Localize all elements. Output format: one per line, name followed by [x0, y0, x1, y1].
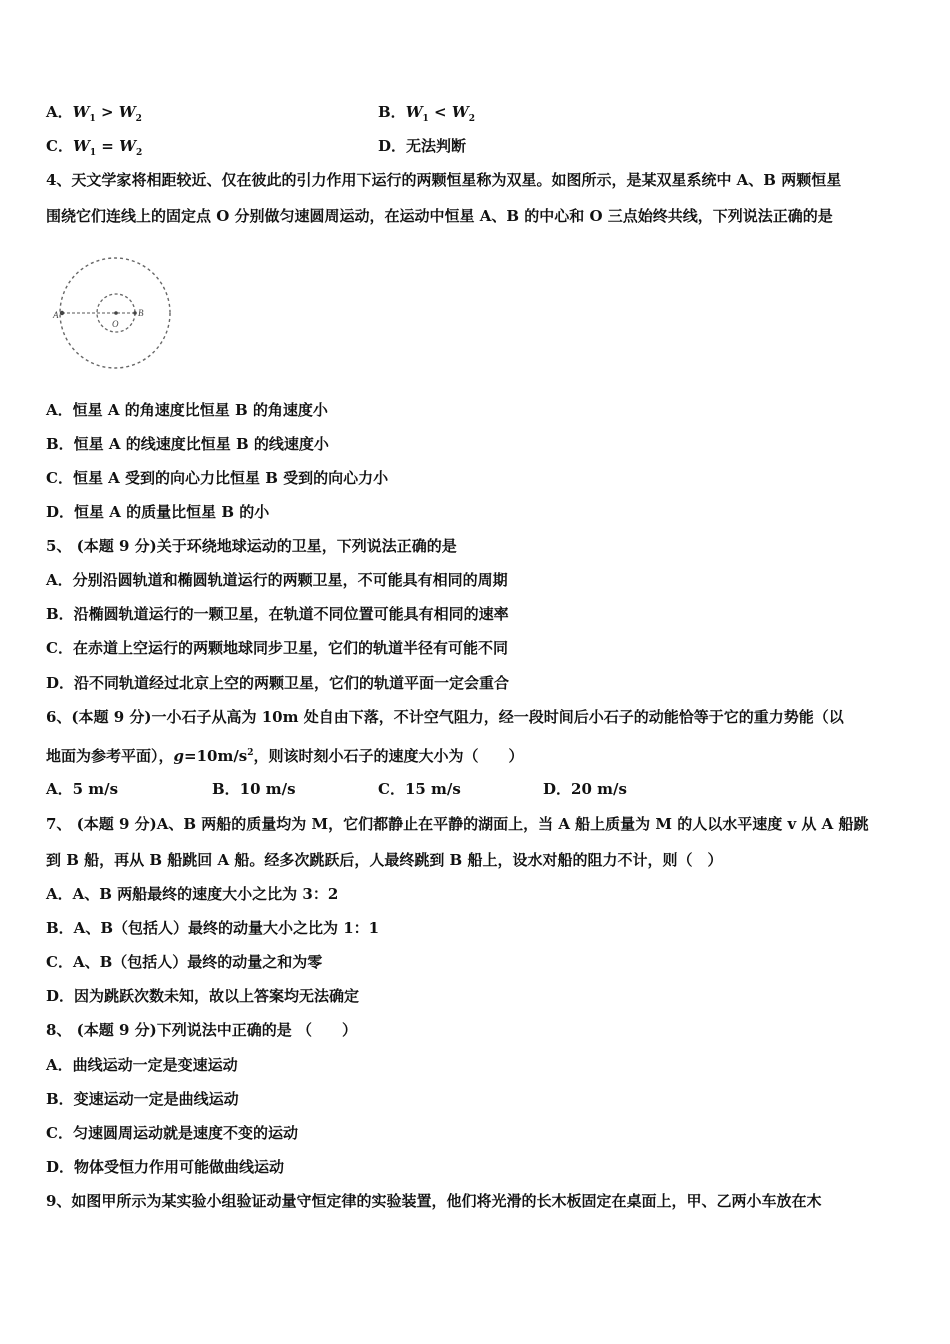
q6-option-d: D．20 m/s: [543, 780, 627, 798]
q6-stem-line1: 6、(本题 9 分)一小石子从高为 10m 处自由下落，不计空气阻力，经一段时间后小石子的动能恰等于它的重力势能（以: [46, 708, 844, 726]
option-text: 无法判断: [406, 137, 467, 155]
label-b: B: [138, 308, 144, 318]
q7-option-d: D．因为跳跃次数未知，故以上答案均无法确定: [46, 987, 360, 1005]
q6-option-a: A．5 m/s: [46, 780, 119, 798]
q6-option-b: B．10 m/s: [212, 780, 296, 798]
label-o: O: [112, 319, 119, 329]
center-o-dot: [114, 311, 118, 315]
value: =10m/s: [184, 747, 248, 765]
q4-option-c: C．恒星 A 受到的向心力比恒星 B 受到的向心力小: [46, 469, 389, 487]
option-label: B．: [378, 103, 406, 121]
q7-stem-line1: 7、 (本题 9 分)A、B 两船的质量均为 M，它们都静止在平静的湖面上，当 A 船上质量为 M 的人以水平速度 v 从 A 船跳: [46, 815, 869, 833]
superscript: 2: [247, 748, 254, 758]
text: 地面为参考平面），: [46, 747, 174, 765]
q8-option-c: C．匀速圆周运动就是速度不变的运动: [46, 1124, 298, 1142]
q3-option-c: [46, 136, 142, 163]
q7-option-b: B．A、B（包括人）最终的动量大小之比为 1：1: [46, 919, 380, 937]
binary-star-orbit-figure: [52, 250, 177, 375]
operator: =: [96, 137, 120, 155]
q5-option-c: C．在赤道上空运行的两颗地球同步卫星，它们的轨道半径有可能不同: [46, 639, 508, 657]
option-label: D．: [378, 137, 407, 155]
q5-option-d: D．沿不同轨道经过北京上空的两颗卫星，它们的轨道平面一定会重合: [46, 674, 510, 692]
q7-option-c: C．A、B（包括人）最终的动量之和为零: [46, 953, 323, 971]
subscript: 2: [135, 148, 143, 158]
subscript: 2: [135, 114, 142, 124]
symbol: W: [72, 137, 90, 155]
symbol: W: [119, 137, 136, 155]
q8-option-b: B．变速运动一定是曲线运动: [46, 1090, 239, 1108]
label-a: A: [53, 310, 59, 320]
q4-stem-line1: 4、天文学家将相距较近、仅在彼此的引力作用下运行的两颗恒星称为双星。如图所示，是某双星系统中 A、B 两颗恒星: [46, 171, 842, 189]
q4-option-b: B．恒星 A 的线速度比恒星 B 的线速度小: [46, 435, 329, 453]
star-a-dot: [60, 311, 64, 315]
q8-stem: 8、 (本题 9 分)下列说法中正确的是 （ ）: [46, 1021, 357, 1039]
symbol-g: g: [173, 747, 185, 765]
q5-option-a: A．分别沿圆轨道和椭圆轨道运行的两颗卫星，不可能具有相同的周期: [46, 571, 508, 589]
option-label: A．: [46, 103, 73, 121]
q5-option-b: B．沿椭圆轨道运行的一颗卫星，在轨道不同位置可能具有相同的速率: [46, 605, 509, 623]
subscript: 1: [89, 148, 97, 158]
q4-option-a: A．恒星 A 的角速度比恒星 B 的角速度小: [46, 401, 328, 419]
q4-option-d: D．恒星 A 的质量比恒星 B 的小: [46, 503, 270, 521]
q3-option-d: [378, 136, 466, 156]
symbol: W: [405, 103, 423, 121]
symbol: W: [451, 103, 469, 121]
operator: >: [95, 103, 119, 121]
q4-stem-line2: 围绕它们连线上的固定点 O 分别做匀速圆周运动，在运动中恒星 A、B 的中心和 O 三点始终共线，下列说法正确的是: [46, 207, 833, 225]
q6-stem-line2: [46, 743, 524, 766]
q9-stem-line1: 9、如图甲所示为某实验小组验证动量守恒定律的实验装置，他们将光滑的长木板固定在桌面上，甲、乙两小车放在木: [46, 1192, 822, 1210]
operator: <: [428, 103, 452, 121]
q7-option-a: A．A、B 两船最终的速度大小之比为 3：2: [46, 885, 339, 903]
q8-option-d: D．物体受恒力作用可能做曲线运动: [46, 1158, 285, 1176]
symbol: W: [118, 103, 136, 121]
q3-option-a: [46, 102, 142, 129]
q8-option-a: A．曲线运动一定是变速运动: [46, 1056, 238, 1074]
symbol: W: [72, 103, 90, 121]
subscript: 2: [468, 114, 475, 124]
subscript: 1: [422, 114, 429, 124]
star-b-dot: [133, 311, 137, 315]
q6-option-c: C．15 m/s: [378, 780, 461, 798]
q5-stem: 5、 (本题 9 分)关于环绕地球运动的卫星，下列说法正确的是: [46, 537, 457, 555]
q3-option-b: [378, 102, 475, 129]
q7-stem-line2: 到 B 船，再从 B 船跳回 A 船。经多次跳跃后，人最终跳到 B 船上，设水对船的阻力不计，则（ ）: [46, 851, 723, 869]
subscript: 1: [89, 114, 96, 124]
text: ，则该时刻小石子的速度大小为（ ）: [253, 747, 524, 765]
option-label: C．: [46, 137, 73, 155]
